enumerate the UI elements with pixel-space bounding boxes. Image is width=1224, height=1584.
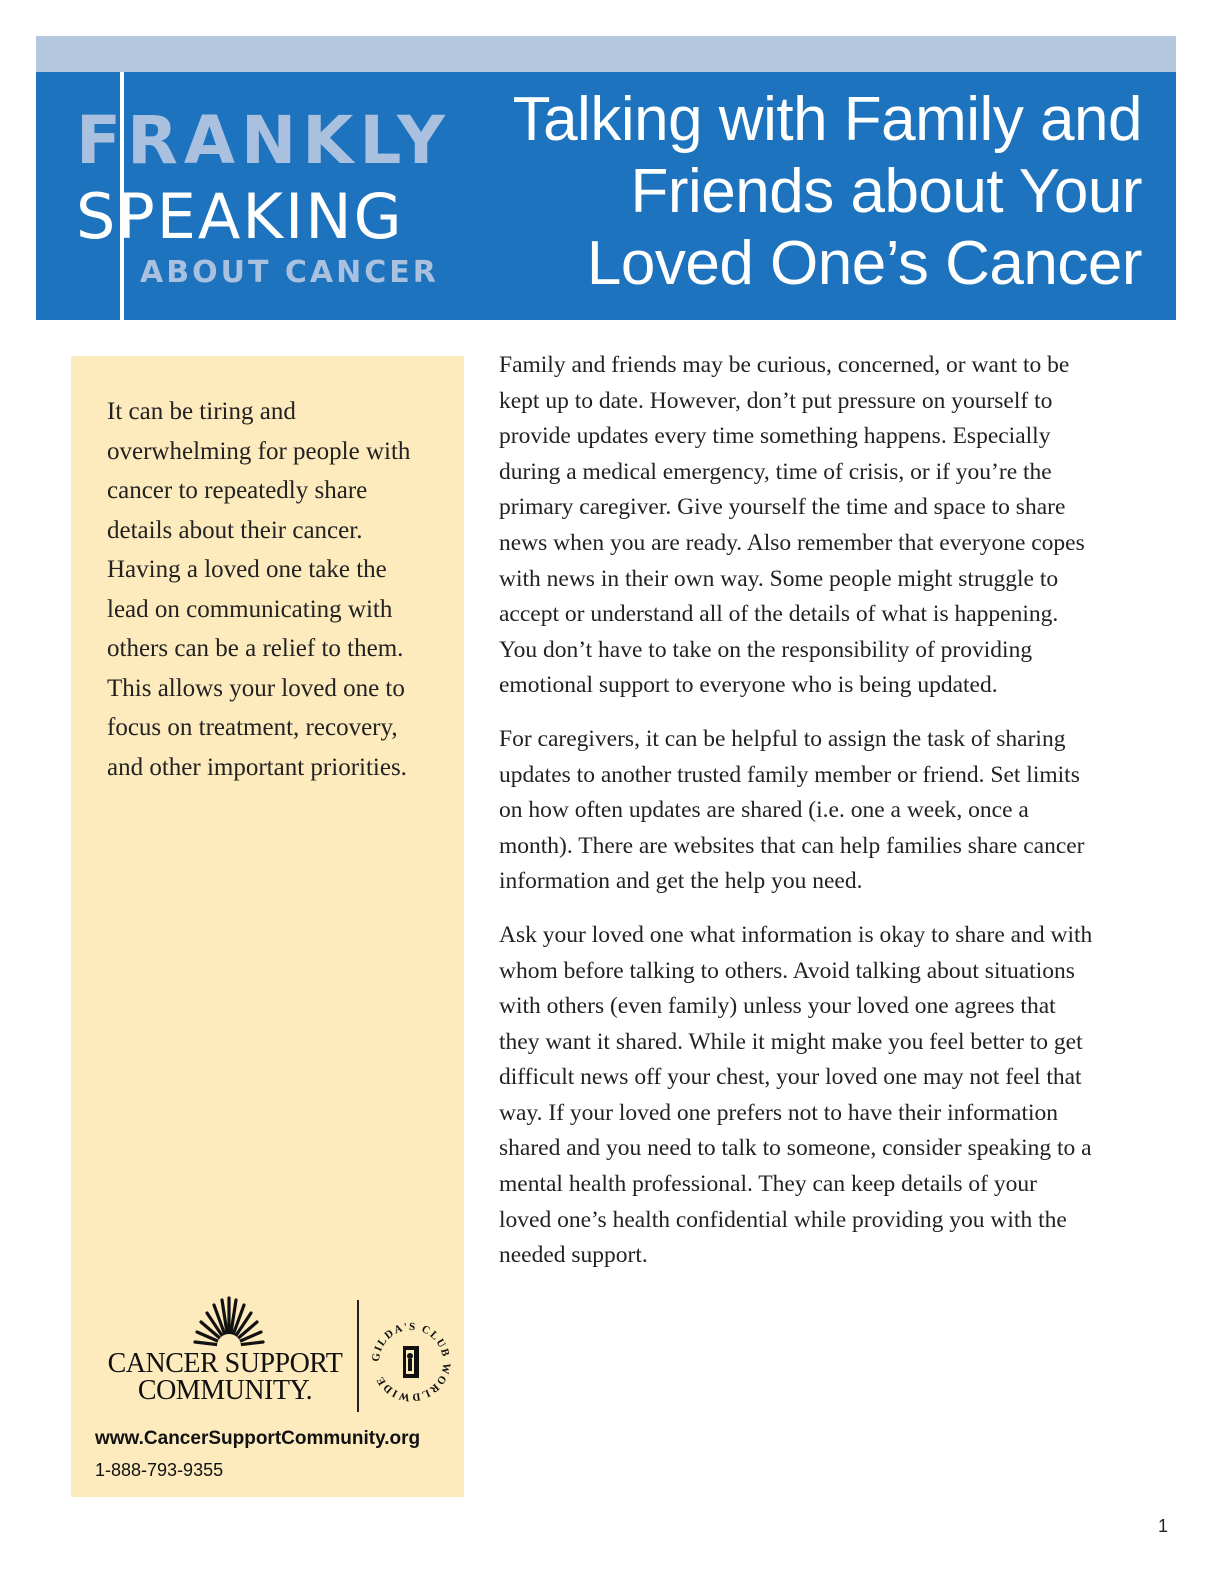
logo-word-frankly: FRANKLY [76, 102, 451, 179]
text-line: with news in their own way. Some people might struggle to [499, 565, 1059, 592]
logo-word-speaking: SPEAKING [76, 180, 404, 253]
callout-line: Having a loved one take the [107, 556, 387, 583]
text-line: during a medical emergency, time of crisis, or if you’re the [499, 458, 1052, 485]
org-phone-number: 1-888-793-9355 [95, 1460, 224, 1480]
text-line: they want it shared. While it might make you feel better to get [499, 1028, 1083, 1055]
text-line: news when you are ready. Also remember that everyone copes [499, 529, 1085, 556]
callout-line: details about their cancer. [107, 516, 363, 544]
org-name-line1: CANCER SUPPORT [107, 1348, 343, 1379]
text-line: month). There are websites that can help families share cancer [499, 832, 1085, 859]
title-line: Talking with Family and [512, 85, 1142, 154]
text-line: provide updates every time something happens. Especially [499, 423, 1051, 450]
callout-line: others can be a relief to them. [107, 635, 404, 662]
text-line: You don’t have to take on the responsibility of providing [499, 636, 1033, 663]
logo-word-about-cancer: ABOUT CANCER [140, 255, 439, 290]
page-title [502, 84, 1142, 300]
paragraph [499, 722, 1149, 900]
org-website-link[interactable]: www.CancerSupportCommunity.org [95, 1428, 421, 1449]
text-line: primary caregiver. Give yourself the time and space to share [499, 494, 1066, 521]
callout-line: It can be tiring and [107, 398, 296, 425]
text-line: updates to another trusted family member or friend. Set limits [499, 761, 1080, 788]
text-line: shared and you need to talk to someone, consider speaking to a [499, 1135, 1092, 1162]
text-line: way. If your loved one prefers not to have their information [499, 1099, 1059, 1126]
callout-line: overwhelming for people with [107, 437, 411, 465]
text-line: Family and friends may be curious, concerned, or want to be [499, 352, 1070, 378]
text-line: For caregivers, it can be helpful to assign the task of sharing [499, 725, 1066, 752]
callout-line: and other important priorities. [107, 753, 407, 781]
text-line: loved one’s health confidential while providing you with the [499, 1206, 1067, 1233]
callout-line: focus on treatment, recovery, [107, 714, 398, 741]
paragraph [499, 918, 1149, 1274]
text-line: accept or understand all of the details of what is happening. [499, 601, 1059, 628]
callout-text [107, 392, 447, 787]
main-article [499, 348, 1149, 1292]
org-name-line2: COMMUNITY. [137, 1375, 313, 1406]
title-line: Loved One’s Cancer [586, 229, 1142, 298]
frankly-speaking-logo [36, 72, 476, 320]
text-line: Ask your loved one what information is okay to share and with [499, 921, 1093, 948]
page-number: 1 [1158, 1516, 1169, 1536]
gildas-club-seal-icon [369, 1320, 453, 1404]
text-line: needed support. [499, 1242, 648, 1269]
logo-divider [357, 1300, 359, 1412]
text-line: on how often updates are shared (i.e. one a week, once a [499, 797, 1029, 824]
callout-line: cancer to repeatedly share [107, 477, 368, 504]
callout-line: This allows your loved one to [107, 674, 405, 702]
cancer-support-community-logo [95, 1296, 455, 1416]
text-line: mental health professional. They can keep details of your [499, 1171, 1037, 1198]
text-line: difficult news off your chest, your loved one may not feel that [499, 1064, 1082, 1091]
text-line: emotional support to everyone who is being updated. [499, 672, 998, 699]
callout-line: lead on communicating with [107, 595, 393, 623]
title-line: Friends about Your [630, 157, 1142, 226]
svg-text:GILDA'S CLUB WORLDWIDE: GILDA'S CLUB WORLDWIDE [369, 1320, 453, 1404]
header-banner [36, 72, 1176, 320]
text-line: whom before talking to others. Avoid talking about situations [499, 957, 1075, 984]
org-name [95, 1350, 355, 1404]
text-line: information and get the help you need. [499, 868, 863, 895]
top-accent-band [36, 36, 1176, 72]
text-line: kept up to date. However, don’t put pressure on yourself to [499, 387, 1053, 414]
sidebar-callout [71, 356, 464, 1497]
text-line: with others (even family) unless your loved one agrees that [499, 993, 1056, 1020]
sunburst-icon [189, 1296, 269, 1348]
paragraph [499, 348, 1149, 704]
